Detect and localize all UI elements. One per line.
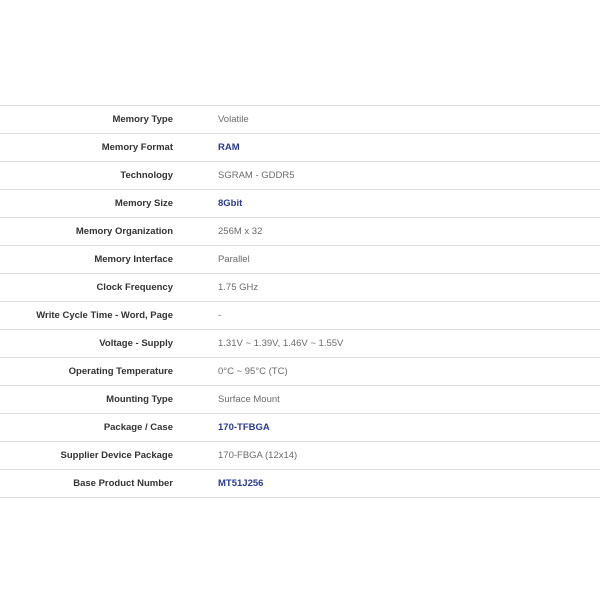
spec-value: SGRAM - GDDR5 [218,170,295,181]
spec-row-clock-frequency [0,274,600,302]
spec-value: 170-FBGA (12x14) [218,450,298,461]
spec-row-memory-size [0,190,600,218]
spec-label: Memory Organization [75,226,173,237]
spec-label: Mounting Type [106,394,173,405]
spec-value: 0°C ~ 95°C (TC) [218,366,288,377]
spec-row-memory-interface [0,246,600,274]
spec-label: Write Cycle Time - Word, Page [36,310,173,321]
spec-value: 1.75 GHz [218,282,259,293]
spec-value: Volatile [218,114,249,125]
spec-value-link[interactable]: 170-TFBGA [218,422,270,433]
spec-label: Package / Case [103,422,173,433]
spec-label: Memory Format [101,142,173,153]
spec-row-write-cycle-time [0,302,600,330]
spec-label: Memory Type [112,114,173,125]
spec-value: - [218,310,222,321]
spec-label: Clock Frequency [96,282,173,293]
spec-label: Memory Size [114,198,173,209]
product-attributes-table [0,105,600,498]
spec-row-base-product-number [0,470,600,498]
spec-row-voltage-supply [0,330,600,358]
spec-row-supplier-device-package [0,442,600,470]
spec-row-package-case [0,414,600,442]
spec-label: Operating Temperature [68,366,173,377]
spec-label: Memory Interface [94,254,173,265]
spec-label: Base Product Number [73,478,173,489]
spec-value-link[interactable]: 8Gbit [218,198,243,209]
spec-row-memory-format [0,134,600,162]
spec-value: 256M x 32 [218,226,263,237]
spec-label: Supplier Device Package [60,450,173,461]
spec-row-memory-organization [0,218,600,246]
spec-row-mounting-type [0,386,600,414]
spec-value: Surface Mount [218,394,280,405]
spec-label: Voltage - Supply [99,338,173,349]
spec-value: 1.31V ~ 1.39V, 1.46V ~ 1.55V [218,338,344,349]
spec-row-technology [0,162,600,190]
spec-row-operating-temperature [0,358,600,386]
spec-label: Technology [120,170,173,181]
spec-value: Parallel [218,254,250,265]
spec-row-memory-type [0,106,600,134]
spec-value-link[interactable]: MT51J256 [218,478,264,489]
spec-value-link[interactable]: RAM [218,142,240,153]
